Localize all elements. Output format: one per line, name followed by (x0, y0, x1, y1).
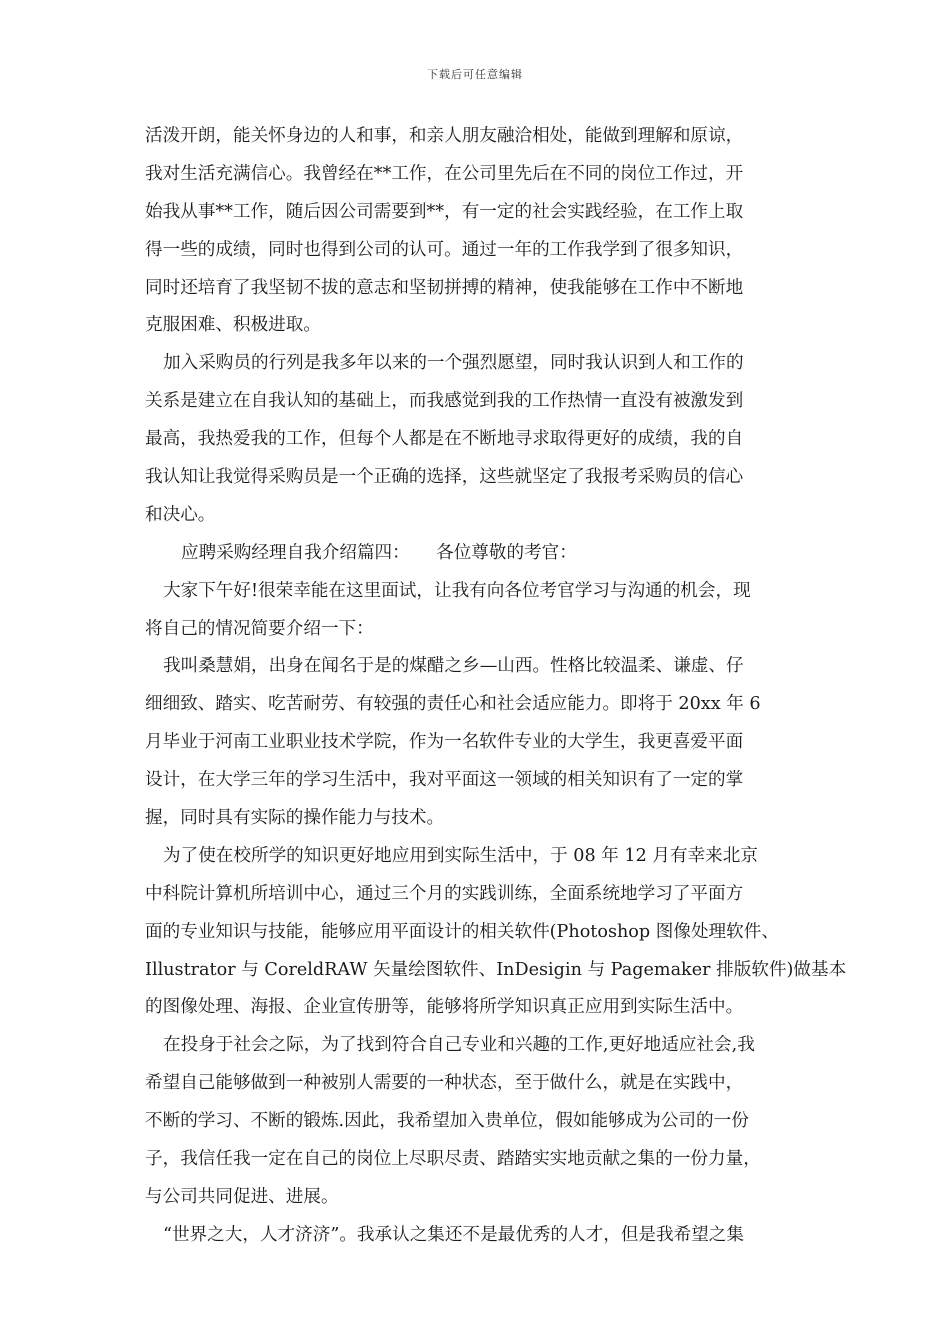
text-line: 将自己的情况简要介绍一下： (145, 618, 374, 639)
text-line: 和决心。 (145, 504, 216, 525)
text-line: 我叫桑慧娟，出身在闻名于是的煤醋之乡—山西。性格比较温柔、谦虚、仔 (163, 656, 744, 677)
text-line: 加入采购员的行列是我多年以来的一个强烈愿望，同时我认识到人和工作的 (163, 353, 744, 374)
text-line: 设计，在大学三年的学习生活中，我对平面这一领域的相关知识有了一定的掌 (145, 770, 744, 791)
text-line: 始我从事**工作，随后因公司需要到**，有一定的社会实践经验，在工作上取 (145, 201, 744, 222)
document-body (145, 118, 847, 1255)
text-line: 的图像处理、海报、企业宣传册等，能够将所学知识真正应用到实际生活中。 (145, 997, 744, 1018)
text-line: 我对生活充满信心。我曾经在**工作，在公司里先后在不同的岗位工作过，开 (145, 163, 744, 184)
text-line: 不断的学习、不断的锻炼.因此，我希望加入贵单位，假如能够成为公司的一份 (145, 1111, 749, 1132)
text-line: 面的专业知识与技能，能够应用平面设计的相关软件(Photoshop 图像处理软件、 (145, 921, 779, 942)
text-line: 月毕业于河南工业职业技术学院，作为一名软件专业的大学生，我更喜爱平面 (145, 732, 744, 753)
text-line: 为了使在校所学的知识更好地应用到实际生活中，于 08 年 12 月有幸来北京 (163, 845, 758, 866)
text-line: 活泼开朗，能关怀身边的人和事，和亲人朋友融洽相处，能做到理解和原谅， (145, 126, 744, 146)
page-header: 下载后可任意编辑 (427, 68, 523, 81)
text-line: Illustrator 与 CoreldRAW 矢量绘图软件、InDesigin 与 Pagemaker 排版软件)做基本 (145, 959, 847, 980)
text-line: 子，我信任我一定在自己的岗位上尽职尽责、踏踏实实地贡献之集的一份力量， (145, 1149, 761, 1170)
text-line: 我认知让我觉得采购员是一个正确的选择，这些就坚定了我报考采购员的信心 (145, 467, 744, 488)
text-line: 关系是建立在自我认知的基础上，而我感觉到我的工作热情一直没有被激发到 (145, 391, 744, 412)
text-line: “世界之大，人才济济”。我承认之集还不是最优秀的人才，但是我希望之集 (163, 1224, 744, 1245)
text-line: 细细致、踏实、吃苦耐劳、有较强的责任心和社会适应能力。即将于 20xx 年 6 (145, 694, 761, 715)
text-line: 克服困难、积极进取。 (145, 315, 321, 336)
text-line: 大家下午好!很荣幸能在这里面试，让我有向各位考官学习与沟通的机会，现 (163, 580, 751, 601)
text-line: 握，同时具有实际的操作能力与技术。 (145, 808, 445, 829)
text-line: 与公司共同促进、进展。 (145, 1186, 339, 1207)
text-line: 同时还培育了我坚韧不拔的意志和坚韧拼搏的精神，使我能够在工作中不断地 (145, 277, 744, 298)
text-line: 最高，我热爱我的工作，但每个人都是在不断地寻求取得更好的成绩，我的自 (145, 429, 744, 450)
text-line: 应聘采购经理自我介绍篇四： 各位尊敬的考官： (181, 542, 577, 563)
text-line: 在投身于社会之际，为了找到符合自己专业和兴趣的工作,更好地适应社会,我 (163, 1035, 755, 1056)
text-line: 得一些的成绩，同时也得到公司的认可。通过一年的工作我学到了很多知识， (145, 239, 744, 260)
text-line: 中科院计算机所培训中心，通过三个月的实践训练，全面系统地学习了平面方 (145, 883, 744, 904)
text-line: 希望自己能够做到一种被别人需要的一种状态，至于做什么，就是在实践中， (145, 1073, 744, 1094)
